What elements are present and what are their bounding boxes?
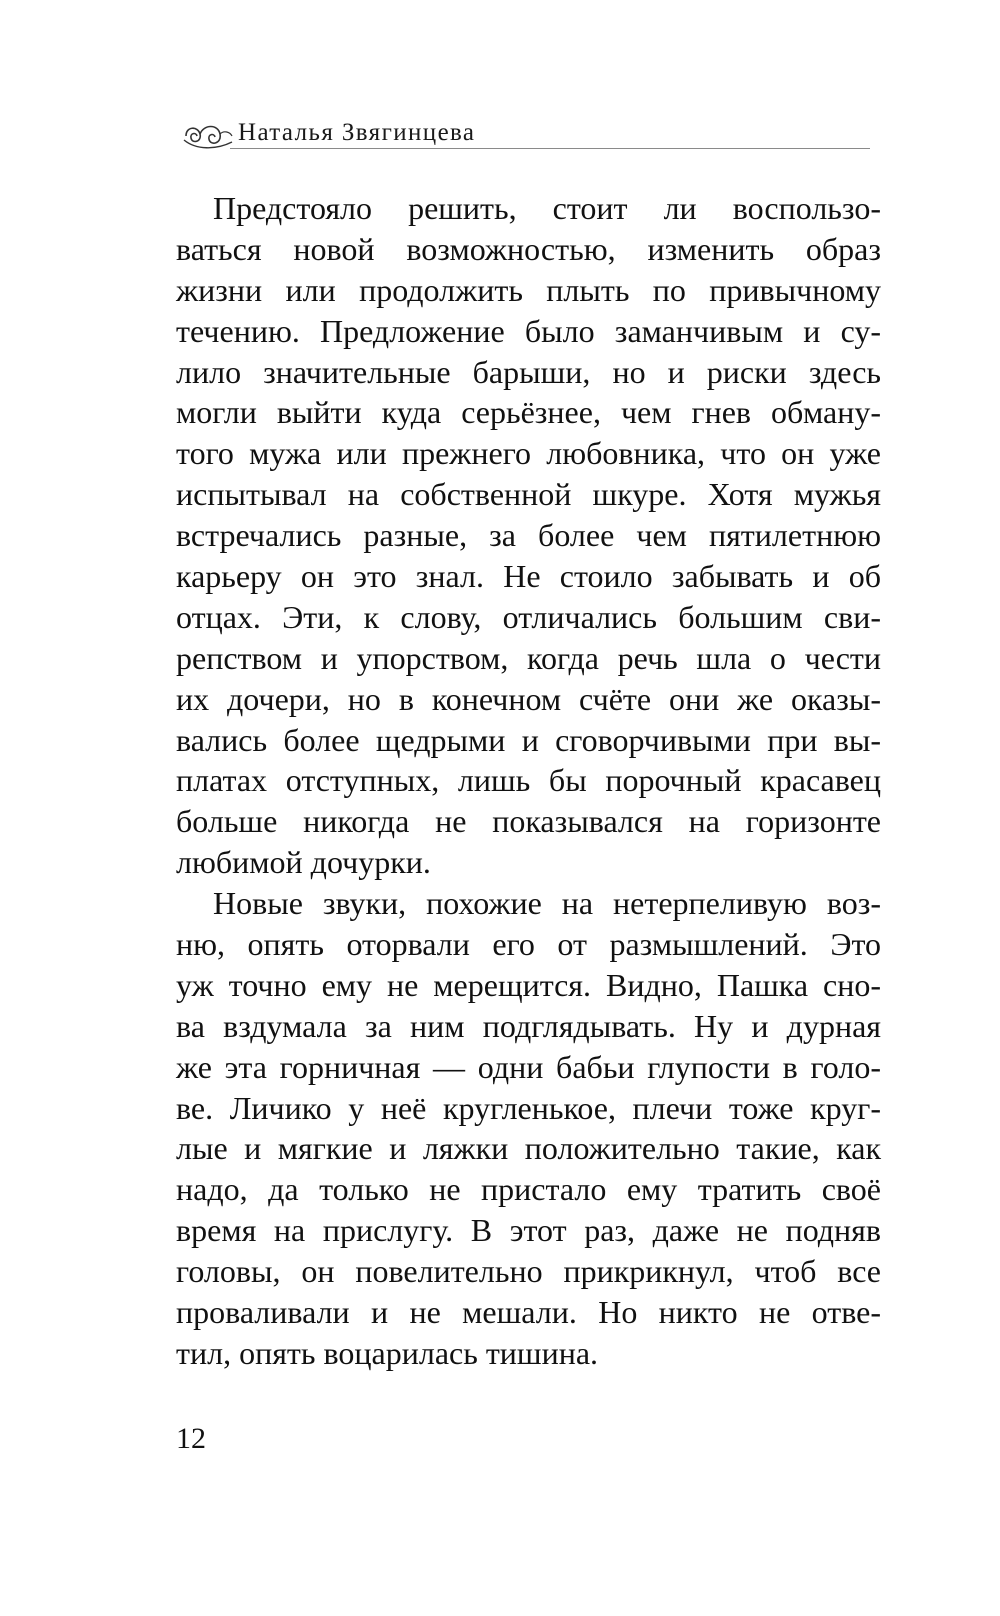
text-line: Новые звуки, похожие на нетерпеливую воз- [213, 885, 881, 922]
page-number: 12 [176, 1422, 206, 1455]
text-line: же эта горничная — одни бабьи глупости в голо- [176, 1048, 881, 1085]
text-line: отцах. Эти, к слову, отличались большим сви- [176, 598, 881, 635]
text-line: больше никогда не показывался на горизонте [176, 803, 881, 840]
text-line: репством и упорством, когда речь шла о чести [176, 639, 881, 676]
text-line: лые и мягкие и ляжки положительно такие, как [176, 1130, 881, 1167]
flourish-ornament-icon [182, 120, 234, 152]
text-line: тил, опять воцарилась тишина. [176, 1334, 599, 1371]
text-line: встречались разные, за более чем пятилетнюю [176, 517, 881, 554]
running-head-author: Наталья Звягинцева [238, 119, 476, 146]
text-line: лило значительные барыши, но и риски здесь [176, 353, 881, 390]
text-line: любимой дочурки. [176, 844, 431, 881]
text-line: жизни или продолжить плыть по привычному [176, 271, 881, 308]
text-line: надо, да только не пристало ему тратить своё [176, 1171, 881, 1208]
text-line: ню, опять оторвали его от размышлений. Это [176, 926, 881, 963]
paragraph [176, 883, 881, 1374]
text-line: того мужа или прежнего любовника, что он уже [176, 435, 881, 472]
text-line: вались более щедрыми и сговорчивыми при вы- [176, 721, 881, 758]
text-line: платах отступных, лишь бы порочный красавец [176, 762, 881, 799]
paragraph [176, 188, 881, 883]
text-line: могли выйти куда серьёзнее, чем гнев обману- [176, 394, 881, 431]
text-line: головы, он повелительно прикрикнул, чтоб все [176, 1253, 881, 1290]
text-line: ве. Личико у неё кругленькое, плечи тоже круг- [176, 1089, 881, 1126]
text-line: испытывал на собственной шкуре. Хотя мужья [176, 476, 881, 513]
text-line: проваливали и не мешали. Но никто не отве- [176, 1294, 881, 1331]
text-line: ва вздумала за ним подглядывать. Ну и дурная [176, 1007, 881, 1044]
text-line: ваться новой возможностью, изменить образ [176, 230, 881, 267]
text-line: уж точно ему не мерещится. Видно, Пашка сно- [176, 966, 881, 1003]
running-head [182, 118, 870, 158]
text-line: время на прислугу. В этот раз, даже не подняв [176, 1212, 881, 1249]
text-line: Предстояло решить, стоит ли воспользо- [213, 190, 881, 226]
text-line: их дочери, но в конечном счёте они же оказы- [176, 680, 881, 717]
text-line: карьеру он это знал. Не стоило забывать и об [176, 558, 881, 595]
body-text [176, 188, 881, 1374]
header-rule [230, 148, 870, 149]
text-line: течению. Предложение было заманчивым и су- [176, 312, 881, 349]
